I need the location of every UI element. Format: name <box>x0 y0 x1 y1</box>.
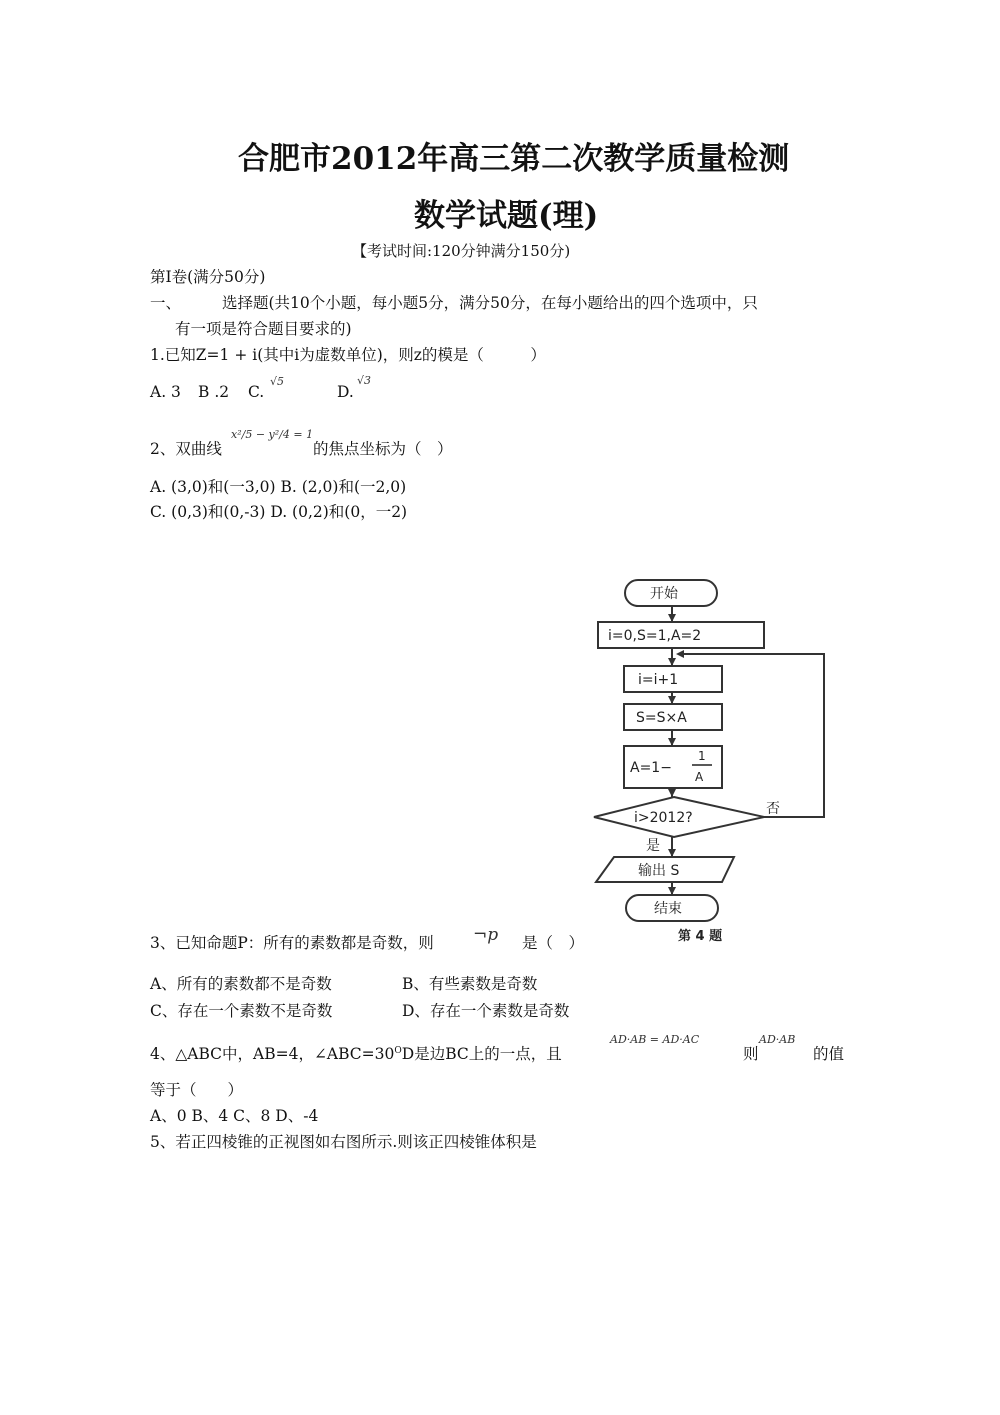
q4-suffix: 的值 <box>813 1045 845 1063</box>
q1-option-c: C. <box>248 383 265 401</box>
q4-degree: O <box>394 1045 402 1056</box>
flow-caption: 第 4 题 <box>678 929 723 944</box>
q4-then: 则 <box>743 1045 759 1063</box>
page-subtitle: 数学试题(理) <box>414 198 599 234</box>
q3-prefix: 3、已知命题P：所有的素数都是奇数，则 <box>150 934 434 952</box>
section-heading: 选择题(共10个小题，每小题5分，满分50分，在每小题给出的四个选项中，只 <box>222 294 758 312</box>
q1-d-math: √3 <box>357 374 372 387</box>
flow-yes-label: 是 <box>646 838 660 854</box>
flow-assign-lhs: A=1− <box>630 760 672 776</box>
q1-stem: 1.已知Z=1 + i(其中i为虚数单位)，则z的模是（ ） <box>150 346 546 364</box>
exam-info: 【考试时间:120分钟满分150分) <box>352 242 571 260</box>
flow-assign-num: 1 <box>698 749 706 763</box>
q2-prefix: 2、双曲线 <box>150 440 222 458</box>
q3-option-d: D、存在一个素数是奇数 <box>402 1002 570 1020</box>
q2-options-ab: A. (3,0)和(一3,0) B. (2,0)和(一2,0) <box>150 478 407 496</box>
q2-formula: x²/5 − y²/4 = 1 <box>231 428 314 441</box>
flow-start-label: 开始 <box>650 586 678 602</box>
q1-option-b: B .2 <box>198 383 230 401</box>
flow-mult-label: S=S×A <box>636 710 687 726</box>
flow-init-label: i=0,S=1,A=2 <box>608 628 702 644</box>
q5-stem: 5、若正四棱锥的正视图如右图所示.则该正四棱锥体积是 <box>150 1133 537 1151</box>
section-number: 一、 <box>150 294 182 312</box>
q2-options-cd: C. (0,3)和(0,-3) D. (0,2)和(0，一2) <box>150 503 408 521</box>
flow-cond-label: i>2012? <box>634 810 693 826</box>
flow-inc-label: i=i+1 <box>638 672 679 688</box>
q4-mid-text: D是边BC上的一点，且 <box>401 1045 562 1063</box>
flow-end-label: 结束 <box>654 901 682 917</box>
q3-option-a: A、所有的素数都不是奇数 <box>150 975 332 993</box>
flow-assign-den: A <box>695 770 704 784</box>
part-label: 第I卷(满分50分) <box>150 268 266 286</box>
q4-prefix-text: 4、△ABC中，AB=4，∠ABC=30 <box>150 1045 395 1063</box>
page-title: 合肥市2012年高三第二次教学质量检测 <box>238 141 790 177</box>
q2-suffix: 的焦点坐标为（ ） <box>313 440 453 458</box>
q4-formula2: AD·AB <box>759 1033 796 1046</box>
section-heading-cont: 有一项是符合题目要求的) <box>175 320 352 338</box>
q3-symbol: ¬p <box>473 925 499 945</box>
q3-option-c: C、存在一个素数不是奇数 <box>150 1002 333 1020</box>
q4-line2: 等于（ ） <box>150 1081 244 1099</box>
flowchart-figure <box>588 574 850 946</box>
flow-output-label: 输出 S <box>638 863 680 879</box>
q3-suffix: 是（ ） <box>522 934 585 952</box>
q4-options: A、0 B、4 C、8 D、-4 <box>150 1107 319 1125</box>
q1-c-math: √5 <box>270 375 285 388</box>
flow-no-label: 否 <box>766 801 780 817</box>
q1-option-a: A. 3 <box>150 383 181 401</box>
q1-option-d: D. <box>337 383 354 401</box>
q3-option-b: B、有些素数是奇数 <box>402 975 538 993</box>
q4-prefix <box>150 1042 562 1064</box>
q4-formula: AD·AB = AD·AC <box>610 1033 700 1046</box>
